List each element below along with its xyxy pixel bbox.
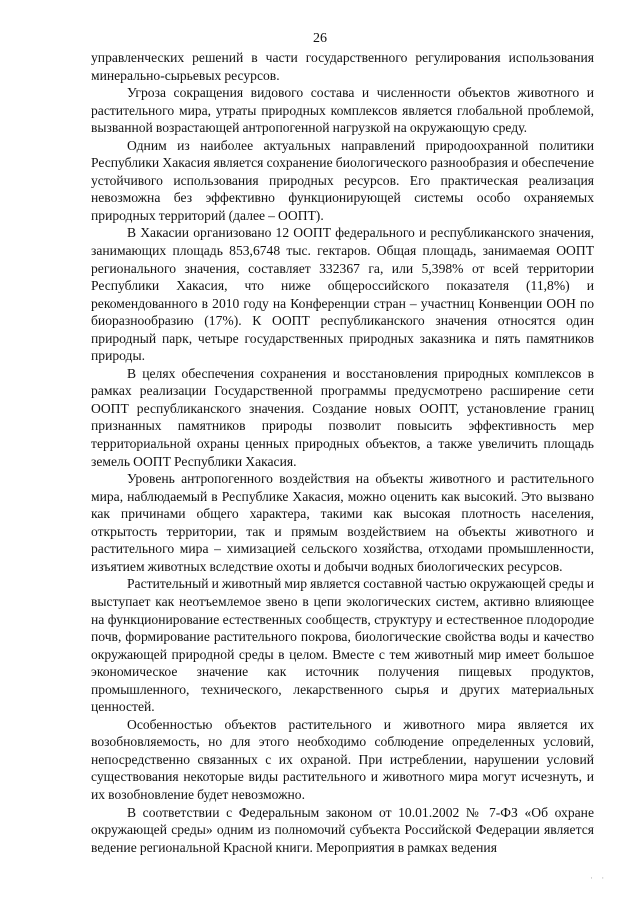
paragraph-red-book: В соответствии с Федеральным законом от 10.01.2002 № 7-ФЗ «Об охране окружающей среды» одним из полномочий субъекта Российской Федерации является ведение региональной Красной книги. Мероприятия в рамках ведения [91,804,594,855]
scan-specks-decoration: · · [590,873,608,883]
paragraph-renewability: Особенностью объектов растительного и животного мира является их возобновляемость, но для этого необходимо соблюдение определенных условий, непосредственно связанных с их охраной. При истреблении, нарушении условий существования некоторые виды растительного и животного мира могут исчезнуть, и их возобновление будет невозможно. [91,716,594,802]
document-body [91,49,594,856]
page-number: 26 [313,31,327,46]
paragraph-threat: Угроза сокращения видового состава и численности объектов животного и растительного мира, утраты природных комплексов является глобальной проблемой, вызванной возрастающей антропогенной нагрузкой на окружающую среду. [91,85,594,136]
paragraph-policy: Одним из наиболее актуальных направлений природоохранной политики Республики Хакасия является сохранение биологического разнообразия и обеспечение устойчивого использования природных ресурсов. Его практическая реализация невозможна без эффективно функционирующей системы особо охраняемых природных территорий (далее – ООПТ). [91,137,594,223]
paragraph-oopt-stats: В Хакасии организовано 12 ООПТ федерального и республиканского значения, занимающих площадь 853,6748 тыс. гектаров. Общая площадь, занимаемая ООПТ регионального значения, составляет 332367 га, или 5,398% от всей территории Республики Хакасия, что ниже общероссийского показателя (11,8%) и рекомендованного в 2010 году на Конференции стран – участниц Конвенции ООН по биоразнообразию (17%). К ООПТ республиканского значения относятся один природный парк, четыре государственных природных заказника и пять памятников природы. [91,225,594,364]
paragraph-anthropogenic-impact: Уровень антропогенного воздействия на объекты животного и растительного мира, наблюдаемый в Республике Хакасия, можно оценить как высокий. Это вызвано как причинами общего характера, такими как высокая плотность населения, открытость территории, так и прямым воздействием на объекты животного и растительного мира – химизацией сельского хозяйства, отходами промышленности, изъятием животных вследствие охоты и добычи водных биологических ресурсов. [91,471,594,574]
paragraph-flora-fauna-role: Растительный и животный мир является составной частью окружающей среды и выступает как неотъемлемое звено в цепи экологических систем, активно влияющее на функционирование естественных сообществ, структуру и естественное плодородие почв, формирование растительного покрова, биологические свойства воды и качество окружающей природной среды в целом. Вместе с тем животный мир имеет большое экономическое значение как источник получения пищевых продуктов, промышленного, технического, лекарственного сырья и других материальных ценностей. [91,576,594,715]
paragraph-continuation: управленческих решений в части государственного регулирования использования минерально-сырьевых ресурсов. [91,50,594,83]
paragraph-oopt-expansion: В целях обеспечения сохранения и восстановления природных комплексов в рамках реализации Государственной программы предусмотрено расширение сети ООПТ республиканского значения. Создание новых ООПТ, установление границ признанных памятников природы позволит повысить эффективность мер территориальной охраны ценных природных объектов, а также увеличить площадь земель ООПТ Республики Хакасия. [91,365,594,469]
